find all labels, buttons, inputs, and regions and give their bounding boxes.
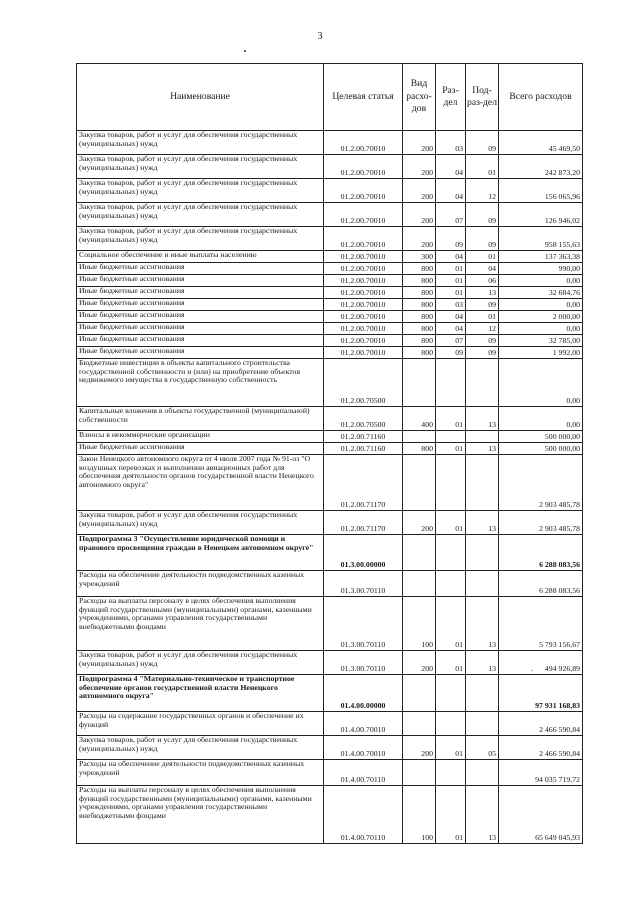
cell-section: 04 <box>436 155 466 179</box>
cell-total: 32 785,00 <box>499 335 583 347</box>
cell-total: 126 946,02 <box>499 203 583 227</box>
cell-target-article: 01.2.00.70010 <box>324 155 403 179</box>
cell-subsection: 01 <box>466 251 499 263</box>
cell-total: 97 931 168,83 <box>499 675 583 712</box>
cell-total: 0,00 <box>499 407 583 431</box>
cell-name: Иные бюджетные ассигнования <box>77 347 324 359</box>
cell-target-article: 01.3.00.70110 <box>324 651 403 675</box>
cell-subsection: 12 <box>466 323 499 335</box>
cell-target-article: 01.2.00.71170 <box>324 511 403 535</box>
header-total-expenses: Всего расходов <box>499 64 583 131</box>
cell-expense-type: 200 <box>403 131 436 155</box>
cell-subsection: 09 <box>466 347 499 359</box>
cell-total: 65 649 045,93 <box>499 786 583 844</box>
table-row <box>77 760 583 786</box>
cell-target-article: 01.2.00.70010 <box>324 299 403 311</box>
table-row <box>77 227 583 251</box>
cell-subsection: 09 <box>466 203 499 227</box>
header-target-article: Целевая статья <box>324 64 403 131</box>
cell-target-article: 01.4.00.00000 <box>324 675 403 712</box>
cell-target-article: 01.3.00.70110 <box>324 571 403 597</box>
cell-subsection: 13 <box>466 786 499 844</box>
cell-expense-type: 200 <box>403 736 436 760</box>
cell-name: Взносы в некоммерческие организации <box>77 431 324 443</box>
cell-name: Иные бюджетные ассигнования <box>77 335 324 347</box>
cell-section: 01 <box>436 275 466 287</box>
cell-total: 137 363,38 <box>499 251 583 263</box>
cell-subsection: 12 <box>466 179 499 203</box>
table-row <box>77 263 583 275</box>
cell-section <box>436 359 466 407</box>
table-row <box>77 736 583 760</box>
cell-expense-type <box>403 760 436 786</box>
cell-name: Закупка товаров, работ и услуг для обеспечения государственных (муниципальных) нужд <box>77 227 324 251</box>
cell-total: 0,00 <box>499 299 583 311</box>
cell-subsection <box>466 571 499 597</box>
cell-name: Закупка товаров, работ и услуг для обеспечения государственных (муниципальных) нужд <box>77 511 324 535</box>
cell-target-article: 01.4.00.70110 <box>324 786 403 844</box>
table-header-row <box>77 64 583 131</box>
cell-total: 0,00 <box>499 359 583 407</box>
table-row <box>77 786 583 844</box>
cell-target-article: 01.2.00.70010 <box>324 323 403 335</box>
cell-name: Иные бюджетные ассигнования <box>77 323 324 335</box>
table-row <box>77 597 583 651</box>
cell-expense-type <box>403 455 436 511</box>
cell-name: Подпрограмма 4 "Материально-техническое и транспортное обеспечение органов государственной власти Ненецкого автономного округа" <box>77 675 324 712</box>
header-expense-type: Вид расхо-дов <box>403 64 436 131</box>
cell-section: 03 <box>436 131 466 155</box>
cell-subsection <box>466 535 499 571</box>
cell-total: 156 065,96 <box>499 179 583 203</box>
table-row <box>77 455 583 511</box>
cell-expense-type <box>403 712 436 736</box>
cell-target-article: 01.4.00.70010 <box>324 712 403 736</box>
cell-target-article: 01.2.00.71160 <box>324 443 403 455</box>
page-number: 3 <box>317 31 323 42</box>
cell-subsection: 13 <box>466 287 499 299</box>
cell-subsection: 13 <box>466 511 499 535</box>
cell-expense-type: 800 <box>403 287 436 299</box>
cell-target-article: 01.2.00.70500 <box>324 359 403 407</box>
cell-section: 09 <box>436 347 466 359</box>
header-section: Раз-дел <box>436 64 466 131</box>
table-row <box>77 131 583 155</box>
cell-expense-type: 100 <box>403 786 436 844</box>
cell-expense-type: 200 <box>403 651 436 675</box>
cell-total: 990,00 <box>499 263 583 275</box>
cell-name: Иные бюджетные ассигнования <box>77 311 324 323</box>
cell-target-article: 01.2.00.70010 <box>324 311 403 323</box>
cell-name: Иные бюджетные ассигнования <box>77 287 324 299</box>
table-row <box>77 251 583 263</box>
cell-target-article: 01.2.00.70010 <box>324 179 403 203</box>
cell-name: Социальное обеспечение и иные выплаты населению <box>77 251 324 263</box>
table-body <box>77 131 583 844</box>
cell-section: 04 <box>436 179 466 203</box>
cell-expense-type: 200 <box>403 155 436 179</box>
cell-subsection: 09 <box>466 131 499 155</box>
cell-total: 2 903 485,78 <box>499 455 583 511</box>
cell-subsection <box>466 359 499 407</box>
scan-speck <box>244 50 246 52</box>
cell-target-article: 01.2.00.70500 <box>324 407 403 431</box>
table-row <box>77 311 583 323</box>
cell-name: Закупка товаров, работ и услуг для обеспечения государственных (муниципальных) нужд <box>77 651 324 675</box>
cell-target-article: 01.2.00.70010 <box>324 287 403 299</box>
cell-name: Расходы на выплаты персоналу в целях обеспечения выполнения функций государственными (муниципальными) органами, казенными учреждениями, органами управления государственными внебюджетными фондами <box>77 597 324 651</box>
cell-total: 1 992,00 <box>499 347 583 359</box>
cell-target-article: 01.4.00.70010 <box>324 736 403 760</box>
table-row <box>77 535 583 571</box>
cell-section: 01 <box>436 263 466 275</box>
cell-name: Капитальные вложения в объекты государственной (муниципальной) собственности <box>77 407 324 431</box>
header-subsection: Под-раз-дел <box>466 64 499 131</box>
cell-expense-type: 200 <box>403 179 436 203</box>
cell-subsection <box>466 431 499 443</box>
cell-target-article: 01.2.00.70010 <box>324 347 403 359</box>
cell-name: Закон Ненецкого автономного округа от 4 июля 2007 года № 91-оз "О воздушных перевозках и выполнении авиационных работ для обеспечения деятельности органов государственной власти Ненецкого автономного округа" <box>77 455 324 511</box>
cell-total: 242 873,20 <box>499 155 583 179</box>
cell-section: 01 <box>436 786 466 844</box>
cell-section <box>436 535 466 571</box>
cell-expense-type: 300 <box>403 251 436 263</box>
cell-name: Иные бюджетные ассигнования <box>77 443 324 455</box>
cell-expense-type: 200 <box>403 227 436 251</box>
cell-total: 958 155,63 <box>499 227 583 251</box>
cell-total: 500 000,00 <box>499 431 583 443</box>
cell-expense-type <box>403 359 436 407</box>
cell-expense-type: 800 <box>403 263 436 275</box>
table-row <box>77 359 583 407</box>
cell-total: 45 469,50 <box>499 131 583 155</box>
cell-subsection: 13 <box>466 443 499 455</box>
cell-section <box>436 675 466 712</box>
table-row <box>77 275 583 287</box>
cell-section: 01 <box>436 511 466 535</box>
cell-section: 09 <box>436 227 466 251</box>
stray-mark: . <box>530 664 533 674</box>
cell-expense-type: 800 <box>403 323 436 335</box>
table-row <box>77 651 583 675</box>
cell-section: 04 <box>436 323 466 335</box>
cell-subsection: 13 <box>466 597 499 651</box>
cell-name: Закупка товаров, работ и услуг для обеспечения государственных (муниципальных) нужд <box>77 179 324 203</box>
cell-name: Иные бюджетные ассигнования <box>77 263 324 275</box>
cell-section <box>436 571 466 597</box>
table-row <box>77 335 583 347</box>
cell-subsection: 05 <box>466 736 499 760</box>
cell-subsection <box>466 712 499 736</box>
table-row <box>77 323 583 335</box>
cell-target-article: 01.2.00.71160 <box>324 431 403 443</box>
cell-section: 01 <box>436 443 466 455</box>
cell-expense-type: 800 <box>403 347 436 359</box>
cell-total: 2 903 485,78 <box>499 511 583 535</box>
cell-target-article: 01.2.00.70010 <box>324 263 403 275</box>
cell-name: Подпрограмма 3 "Осуществление юридической помощи и правового просвещения граждан в Ненецком автономном округе" <box>77 535 324 571</box>
cell-name: Закупка товаров, работ и услуг для обеспечения государственных (муниципальных) нужд <box>77 155 324 179</box>
cell-target-article: 01.3.00.00000 <box>324 535 403 571</box>
cell-target-article: 01.2.00.70010 <box>324 275 403 287</box>
cell-name: Расходы на обеспечение деятельности подведомственных казенных учреждений <box>77 760 324 786</box>
table-row <box>77 675 583 712</box>
cell-subsection: 13 <box>466 651 499 675</box>
cell-section <box>436 760 466 786</box>
cell-subsection <box>466 455 499 511</box>
cell-total: 2 466 590,84 <box>499 712 583 736</box>
cell-section <box>436 431 466 443</box>
cell-subsection <box>466 675 499 712</box>
table-row <box>77 155 583 179</box>
cell-target-article: 01.2.00.70010 <box>324 251 403 263</box>
cell-target-article: 01.2.00.70010 <box>324 227 403 251</box>
cell-section: 04 <box>436 311 466 323</box>
cell-subsection <box>466 760 499 786</box>
table-row <box>77 511 583 535</box>
cell-expense-type <box>403 571 436 597</box>
cell-name: Закупка товаров, работ и услуг для обеспечения государственных (муниципальных) нужд <box>77 131 324 155</box>
cell-section: 01 <box>436 287 466 299</box>
table-row <box>77 347 583 359</box>
cell-expense-type: 800 <box>403 443 436 455</box>
cell-expense-type <box>403 535 436 571</box>
cell-section: 07 <box>436 335 466 347</box>
cell-total: 500 000,00 <box>499 443 583 455</box>
cell-section: 07 <box>436 203 466 227</box>
cell-expense-type: 200 <box>403 203 436 227</box>
cell-section: 01 <box>436 736 466 760</box>
table-row <box>77 179 583 203</box>
cell-target-article: 01.3.00.70110 <box>324 597 403 651</box>
table-row <box>77 712 583 736</box>
cell-total: 6 288 083,56 <box>499 571 583 597</box>
cell-target-article: 01.2.00.70010 <box>324 131 403 155</box>
cell-target-article: 01.2.00.70010 <box>324 203 403 227</box>
cell-expense-type: 800 <box>403 335 436 347</box>
cell-total: 32 684,76 <box>499 287 583 299</box>
cell-subsection: 09 <box>466 227 499 251</box>
cell-section: 01 <box>436 597 466 651</box>
cell-name: Иные бюджетные ассигнования <box>77 275 324 287</box>
cell-expense-type: 800 <box>403 311 436 323</box>
cell-name: Иные бюджетные ассигнования <box>77 299 324 311</box>
cell-total: 0,00 <box>499 323 583 335</box>
cell-subsection: 13 <box>466 407 499 431</box>
cell-name: Бюджетные инвестиции в объекты капитального строительства государственной собственности и (или) на приобретение объектов недвижимого имущества в государственную собственность <box>77 359 324 407</box>
cell-target-article: 01.2.00.71170 <box>324 455 403 511</box>
cell-subsection: 09 <box>466 335 499 347</box>
cell-section: 01 <box>436 651 466 675</box>
budget-table <box>76 63 583 844</box>
cell-total <box>499 651 583 675</box>
cell-section: 01 <box>436 407 466 431</box>
cell-name: Расходы на обеспечение деятельности подведомственных казенных учреждений <box>77 571 324 597</box>
header-name: Наименование <box>77 64 324 131</box>
cell-expense-type: 800 <box>403 299 436 311</box>
cell-total: 6 288 083,56 <box>499 535 583 571</box>
table-row <box>77 571 583 597</box>
table-row <box>77 299 583 311</box>
total-value: 494 926,89 <box>544 664 580 674</box>
cell-subsection: 01 <box>466 155 499 179</box>
cell-subsection: 01 <box>466 311 499 323</box>
table-row <box>77 443 583 455</box>
cell-expense-type: 400 <box>403 407 436 431</box>
table-row <box>77 431 583 443</box>
cell-total: 5 793 156,67 <box>499 597 583 651</box>
cell-total: 2 000,00 <box>499 311 583 323</box>
cell-total: 0,00 <box>499 275 583 287</box>
cell-name: Расходы на содержание государственных органов и обеспечение их функций <box>77 712 324 736</box>
cell-expense-type <box>403 675 436 712</box>
cell-subsection: 04 <box>466 263 499 275</box>
cell-name: Закупка товаров, работ и услуг для обеспечения государственных (муниципальных) нужд <box>77 203 324 227</box>
table-row <box>77 407 583 431</box>
cell-section <box>436 455 466 511</box>
cell-expense-type: 200 <box>403 511 436 535</box>
cell-name: Закупка товаров, работ и услуг для обеспечения государственных (муниципальных) нужд <box>77 736 324 760</box>
cell-expense-type: 800 <box>403 275 436 287</box>
cell-subsection: 06 <box>466 275 499 287</box>
cell-target-article: 01.4.00.70110 <box>324 760 403 786</box>
cell-target-article: 01.2.00.70010 <box>324 335 403 347</box>
cell-expense-type <box>403 431 436 443</box>
cell-subsection: 09 <box>466 299 499 311</box>
cell-section: 03 <box>436 299 466 311</box>
cell-total: 94 035 719,72 <box>499 760 583 786</box>
cell-expense-type: 100 <box>403 597 436 651</box>
table-row <box>77 203 583 227</box>
table-row <box>77 287 583 299</box>
cell-name: Расходы на выплаты персоналу в целях обеспечения выполнения функций государственными (муниципальными) органами, казенными учреждениями, органами управления государственными внебюджетными фондами <box>77 786 324 844</box>
cell-section <box>436 712 466 736</box>
cell-section: 04 <box>436 251 466 263</box>
cell-total: 2 466 590,84 <box>499 736 583 760</box>
